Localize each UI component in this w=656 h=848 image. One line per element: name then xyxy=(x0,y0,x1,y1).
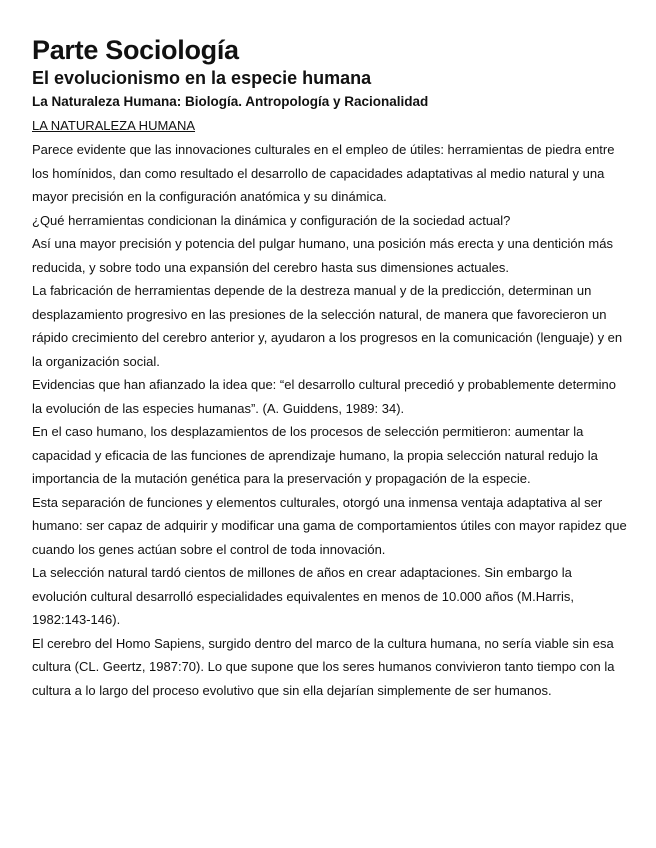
paragraph: ¿Qué herramientas condicionan la dinámica y configuración de la sociedad actual? xyxy=(32,212,511,228)
paragraph: Parece evidente que las innovaciones culturales en el empleo de útiles: herramientas de piedra entre los homínidos, dan como resultado el desarrollo de capacidades adaptativas al medio natural y una mayor precisión en la configuración anatómica y su dinámica. xyxy=(32,142,615,204)
document-page xyxy=(32,34,628,702)
paragraph: Evidencias que han afianzado la idea que: “el desarrollo cultural precedió y probablemente determino la evolución de las especies humanas”. (A. Guiddens, 1989: 34). xyxy=(32,377,616,416)
section-heading: LA NATURALEZA HUMANA xyxy=(32,118,196,133)
paragraph: Así una mayor precisión y potencia del pulgar humano, una posición más erecta y una dentición más reducida, y sobre todo una expansión del cerebro hasta sus dimensiones actuales. xyxy=(32,236,613,275)
paragraph: El cerebro del Homo Sapiens, surgido dentro del marco de la cultura humana, no sería viable sin esa cultura (CL. Geertz, 1987:70). Lo que supone que los seres humanos convivieron tanto tiempo con la cultura a lo largo del proceso evolutivo que sin ella dejarían simplemente de ser humanos. xyxy=(32,635,615,698)
paragraph: La fabricación de herramientas depende de la destreza manual y de la predicción, determinan un desplazamiento progresivo en las presiones de la selección natural, de manera que favorecieron un rápido crecimiento del cerebro anterior y, ayudaron a los progresos en la comunicación (lenguaje) y en la organización social. xyxy=(32,283,623,369)
paragraph: En el caso humano, los desplazamientos de los procesos de selección permitieron: aumentar la capacidad y eficacia de las funciones de aprendizaje humano, la propia selección natural redujo la importancia de la mutación genética para la preservación y propagación de la especie. xyxy=(32,424,598,486)
paragraph: La selección natural tardó cientos de millones de años en crear adaptaciones. Sin embargo la evolución cultural desarrolló especialidades equivalentes en menos de 10.000 años (M.Harris, 1982:143-146). xyxy=(32,565,574,627)
paragraph: Esta separación de funciones y elementos culturales, otorgó una inmensa ventaja adaptativa al ser humano: ser capaz de adquirir y modificar una gama de comportamientos útiles con mayor rapidez que cuando los genes actúan sobre el control de toda innovación. xyxy=(32,494,627,557)
page-title: Parte Sociología xyxy=(32,35,239,65)
page-subtitle: El evolucionismo en la especie humana xyxy=(32,68,372,88)
page-subsubtitle: La Naturaleza Humana: Biología. Antropología y Racionalidad xyxy=(32,94,429,109)
